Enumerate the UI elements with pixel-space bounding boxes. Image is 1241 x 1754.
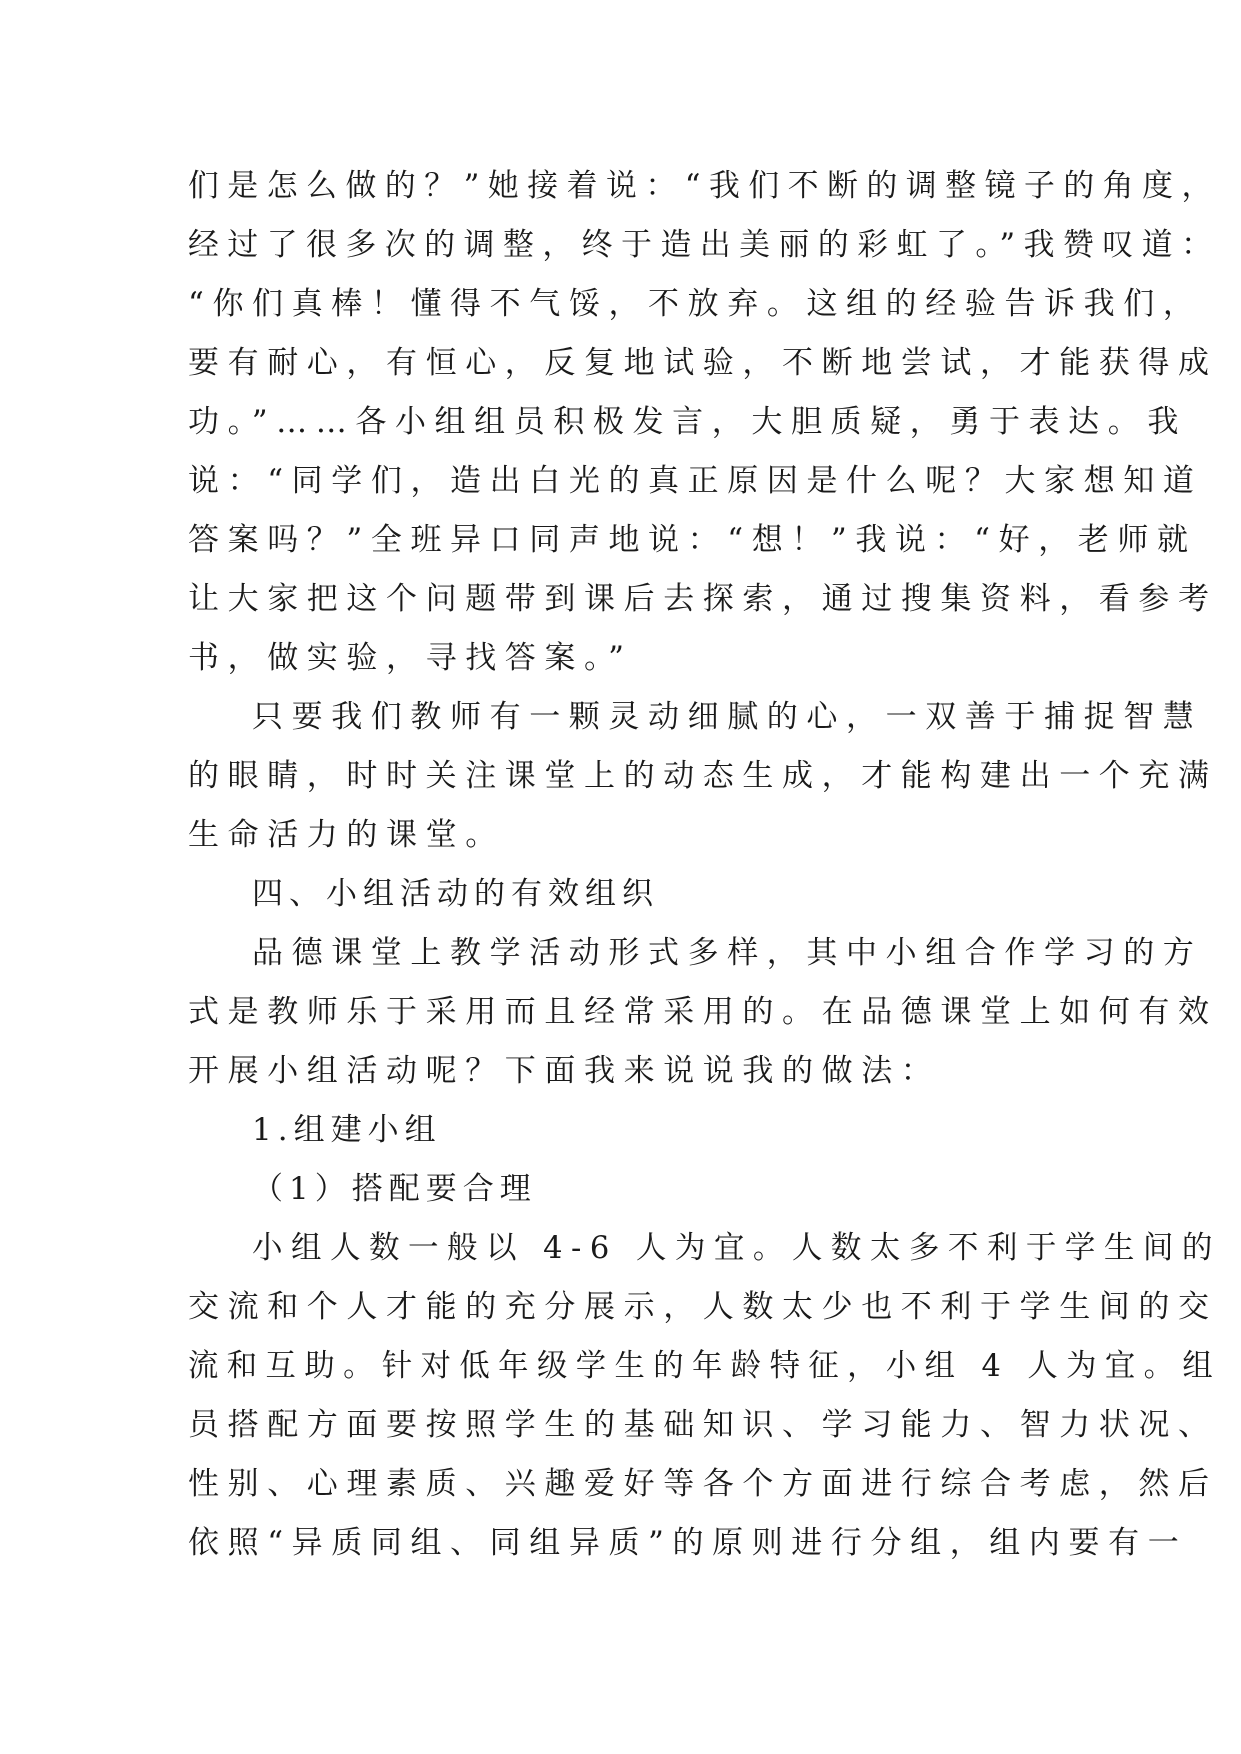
paragraph-start-line: 小组人数一般以 4-6 人为宜。人数太多不利于学生间的 <box>252 1230 1221 1266</box>
body-text-line: 生命活力的课堂。 <box>188 817 505 853</box>
body-text-line: 要有耐心，有恒心，反复地试验，不断地尝试，才能获得成 <box>188 345 1218 381</box>
body-text-line: 让大家把这个问题带到课后去探索，通过搜集资料，看参考 <box>188 581 1218 617</box>
body-text-line: 答案吗？”全班异口同声地说：“想！”我说：“好，老师就 <box>188 522 1197 558</box>
body-text-line: 性别、心理素质、兴趣爱好等各个方面进行综合考虑，然后 <box>188 1466 1218 1502</box>
body-text-line: 员搭配方面要按照学生的基础知识、学习能力、智力状况、 <box>188 1407 1218 1443</box>
body-text-line: 式是教师乐于采用而且经常采用的。在品德课堂上如何有效 <box>188 994 1218 1030</box>
body-text-line: 功。”……各小组组员积极发言，大胆质疑，勇于表达。我 <box>188 404 1187 440</box>
subsection-heading: （1）搭配要合理 <box>252 1171 537 1207</box>
paragraph-start-line: 品德课堂上教学活动形式多样，其中小组合作学习的方 <box>252 935 1203 971</box>
paragraph-start-line: 只要我们教师有一颗灵动细腻的心，一双善于捕捉智慧 <box>252 699 1203 735</box>
body-text-line: 依照“异质同组、同组异质”的原则进行分组，组内要有一 <box>188 1525 1188 1561</box>
body-text-line: 的眼睛，时时关注课堂上的动态生成，才能构建出一个充满 <box>188 758 1218 794</box>
body-text-line: 书，做实验，寻找答案。” <box>188 640 633 676</box>
body-text-line: 流和互助。针对低年级学生的年龄特征，小组 4 人为宜。组 <box>188 1348 1222 1384</box>
body-text-line: 经过了很多次的调整，终于造出美丽的彩虹了。”我赞叹道： <box>188 227 1221 263</box>
body-text-line: 说：“同学们，造出白光的真正原因是什么呢？大家想知道 <box>188 463 1203 499</box>
subsection-heading: 1.组建小组 <box>252 1112 442 1148</box>
body-text-line: “你们真棒！懂得不气馁，不放弃。这组的经验告诉我们， <box>188 286 1203 322</box>
body-text-line: 交流和个人才能的充分展示，人数太少也不利于学生间的交 <box>188 1289 1218 1325</box>
body-text-line: 们是怎么做的？”她接着说：“我们不断的调整镜子的角度， <box>188 168 1221 204</box>
body-text-line: 开展小组活动呢？下面我来说说我的做法： <box>188 1053 941 1089</box>
section-heading: 四、小组活动的有效组织 <box>252 876 659 912</box>
